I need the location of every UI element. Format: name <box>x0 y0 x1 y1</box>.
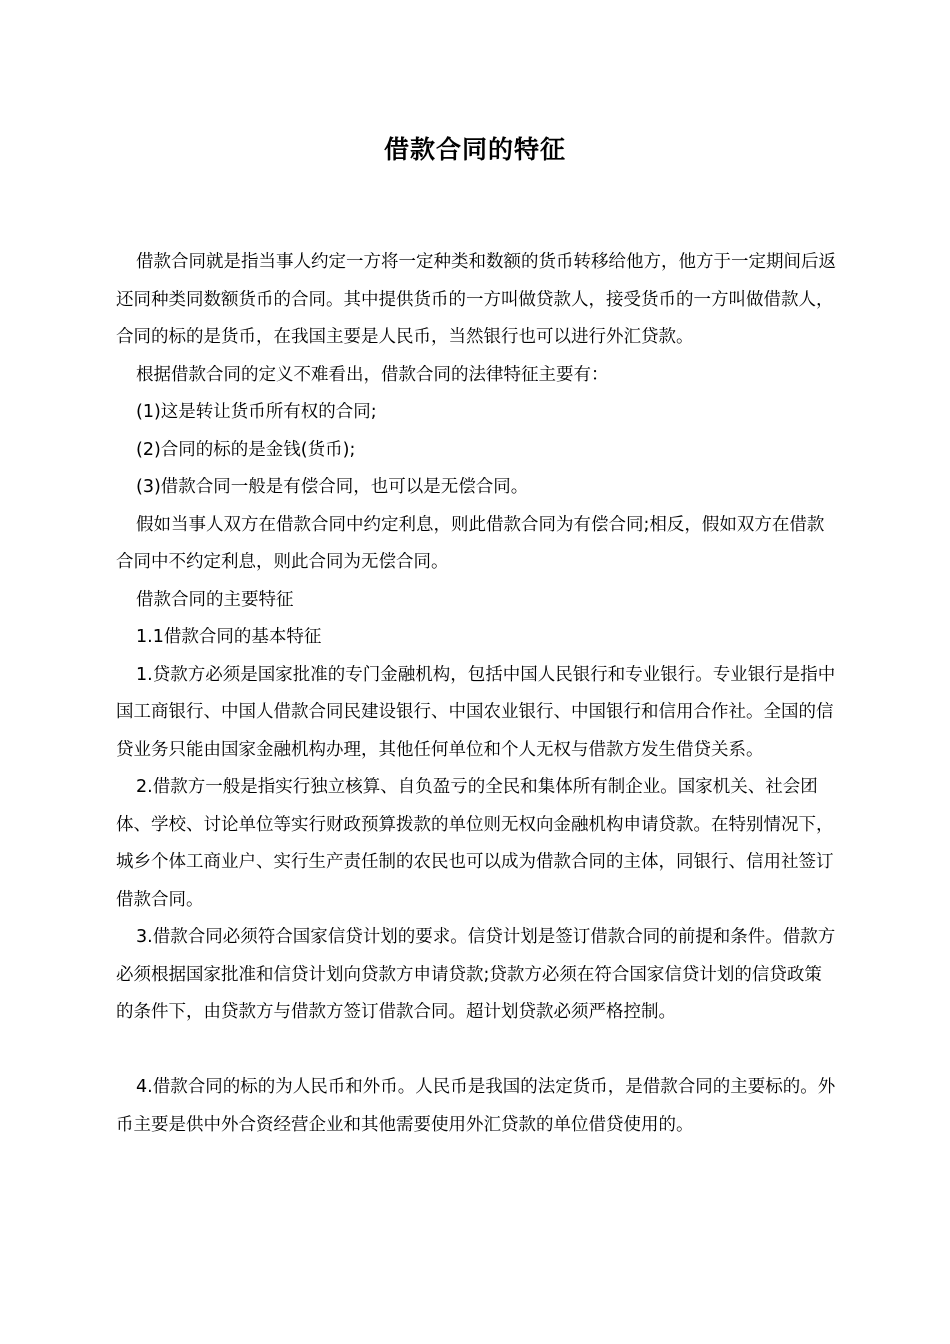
blank-line <box>116 1032 836 1070</box>
paragraph-feature-1: (1)这是转让货币所有权的合同; <box>136 402 377 422</box>
paragraph-features-intro: 根据借款合同的定义不难看出，借款合同的法律特征主要有： <box>136 364 609 385</box>
section-heading-basic-features: 1.1借款合同的基本特征 <box>136 627 322 647</box>
document-body <box>116 244 836 1144</box>
paragraph-item-1: 1.贷款方必须是国家批准的专门金融机构，包括中国人民银行和专业银行。专业银行是指中国工商银行、中国人借款合同民建设银行、中国农业银行、中国银行和信用合作社。全国的信贷业务只能由国家金融机构办理，其他任何单位和个人无权与借款方发生借贷关系。 <box>116 664 836 760</box>
paragraph-item-4: 4.借款合同的标的为人民币和外币。人民币是我国的法定货币，是借款合同的主要标的。外币主要是供中外合资经营企业和其他需要使用外汇贷款的单位借贷使用的。 <box>116 1077 836 1135</box>
section-heading-main-features: 借款合同的主要特征 <box>136 589 294 610</box>
paragraph-definition: 借款合同就是指当事人约定一方将一定种类和数额的货币转移给他方，他方于一定期间后返还同种类同数额货币的合同。其中提供货币的一方叫做贷款人，接受货币的一方叫做借款人，合同的标的是货币，在我国主要是人民币，当然银行也可以进行外汇贷款。 <box>116 252 836 347</box>
document-title: 借款合同的特征 <box>383 135 566 164</box>
paragraph-feature-3: (3)借款合同一般是有偿合同，也可以是无偿合同。 <box>136 477 529 497</box>
paragraph-interest: 假如当事人双方在借款合同中约定利息，则此借款合同为有偿合同;相反，假如双方在借款合同中不约定利息，则此合同为无偿合同。 <box>116 514 825 572</box>
paragraph-item-2: 2.借款方一般是指实行独立核算、自负盈亏的全民和集体所有制企业。国家机关、社会团体、学校、讨论单位等实行财政预算拨款的单位则无权向金融机构申请贷款。在特别情况下，城乡个体工商业户、实行生产责任制的农民也可以成为借款合同的主体，同银行、信用社签订借款合同。 <box>116 777 834 910</box>
paragraph-feature-2: (2)合同的标的是金钱(货币); <box>136 439 356 460</box>
paragraph-item-3: 3.借款合同必须符合国家信贷计划的要求。信贷计划是签订借款合同的前提和条件。借款方必须根据国家批准和信贷计划向贷款方申请贷款;贷款方必须在符合国家信贷计划的信贷政策的条件下，由贷款方与借款方签订借款合同。超计划贷款必须严格控制。 <box>116 927 836 1022</box>
